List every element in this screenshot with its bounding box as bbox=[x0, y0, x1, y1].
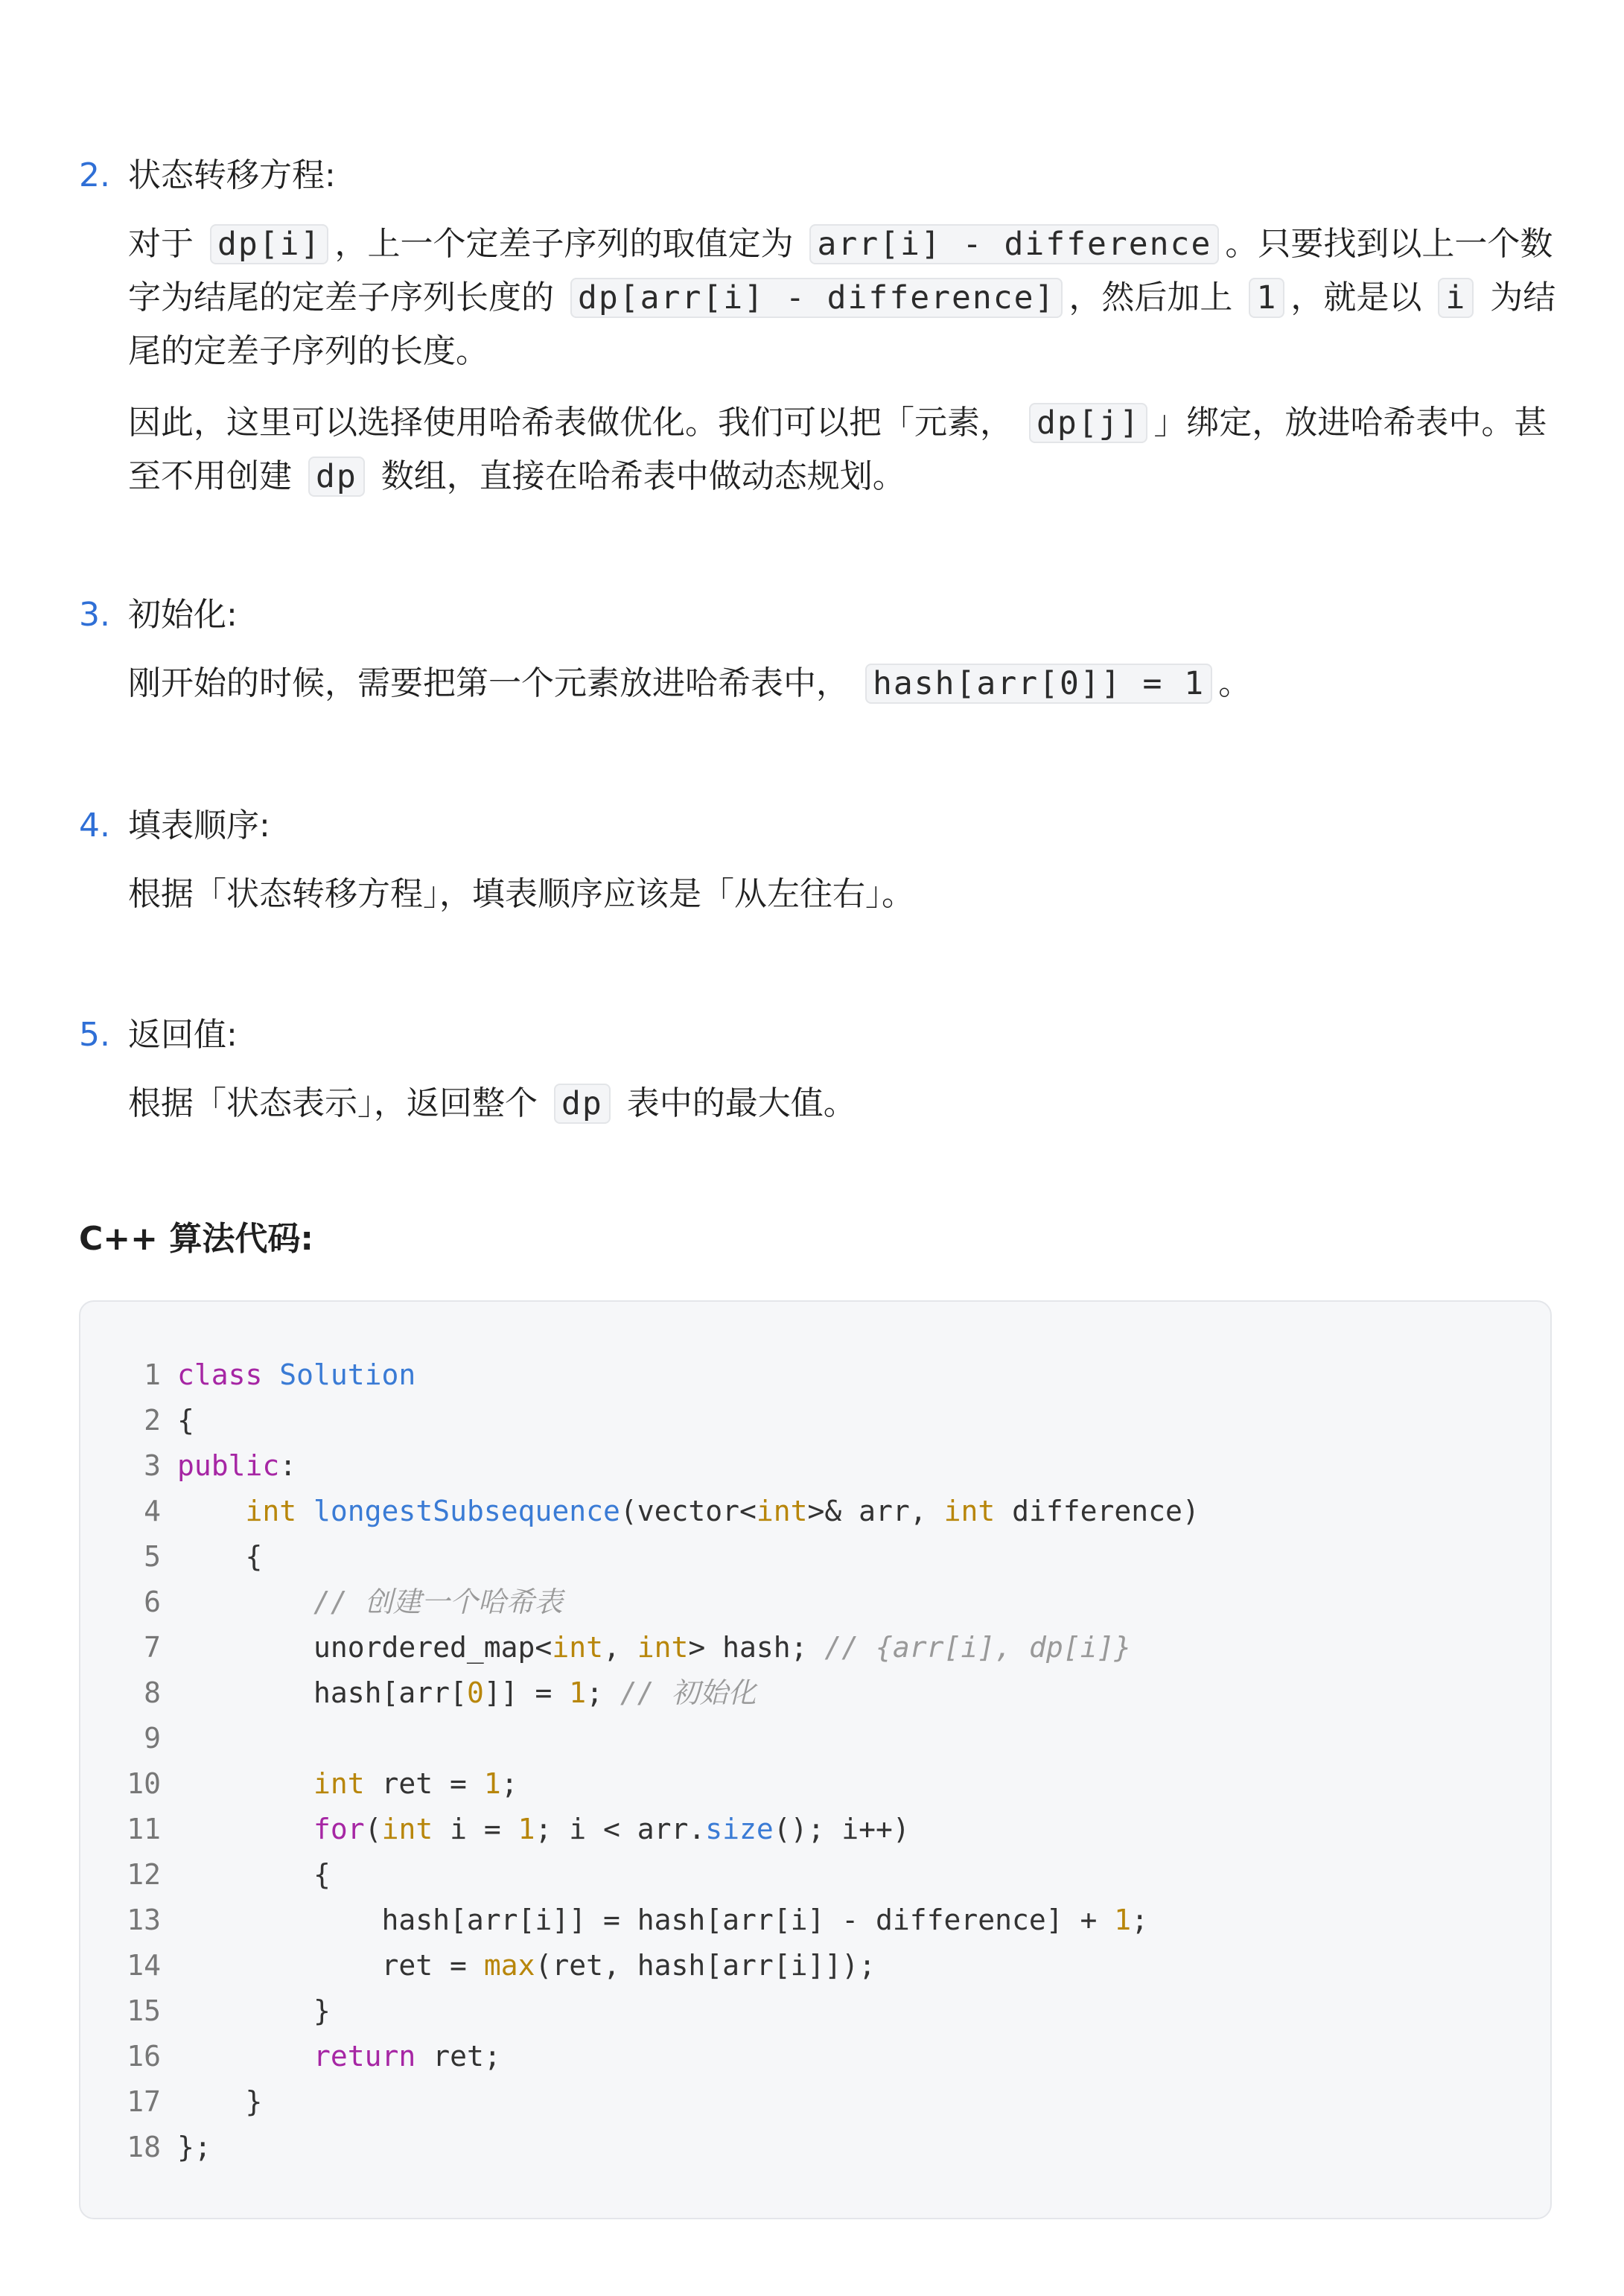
code-token: longestSubsequence bbox=[313, 1495, 620, 1527]
code-token: 1 bbox=[1114, 1904, 1132, 1936]
code-token bbox=[177, 1586, 313, 1618]
line-number: 16 bbox=[127, 2040, 161, 2073]
inline-code: dp[j] bbox=[1029, 403, 1147, 443]
code-token: ; bbox=[586, 1676, 620, 1709]
step-heading bbox=[79, 153, 1561, 198]
code-token: 1 bbox=[518, 1813, 535, 1845]
step-number: 2. bbox=[79, 156, 110, 194]
step-heading bbox=[79, 593, 1561, 637]
step-paragraph bbox=[128, 657, 1561, 710]
code-token: 0 bbox=[466, 1676, 484, 1709]
code-token bbox=[177, 1813, 313, 1845]
inline-code: hash[arr[0]] = 1 bbox=[865, 664, 1212, 704]
paragraph-text: 因此，这里可以选择使用哈希表做优化。我们可以把「元素， bbox=[128, 404, 1023, 442]
code-line bbox=[80, 1988, 1550, 2034]
step-paragraph bbox=[128, 1077, 1561, 1130]
code-token: int bbox=[245, 1495, 297, 1527]
line-number: 9 bbox=[144, 1722, 161, 1755]
code-token: ( bbox=[364, 1813, 382, 1845]
line-number: 4 bbox=[144, 1495, 161, 1527]
line-number: 14 bbox=[127, 1949, 161, 1982]
code-token: difference) bbox=[995, 1495, 1200, 1527]
code-line bbox=[80, 1398, 1550, 1443]
code-token: int bbox=[552, 1631, 603, 1664]
paragraph-text: ，上一个定差子序列的取值定为 bbox=[334, 225, 804, 263]
code-line bbox=[80, 1761, 1550, 1807]
paragraph-text: 」绑定，放进哈希表中。甚至不用创建 bbox=[128, 404, 1547, 495]
code-line bbox=[80, 1534, 1550, 1580]
paragraph-text: 根据「状态表示」，返回整个 bbox=[128, 1084, 548, 1122]
code-token: 1 bbox=[483, 1767, 501, 1800]
step-heading bbox=[79, 804, 1561, 848]
code-line bbox=[80, 2034, 1550, 2079]
step-heading-text: 填表顺序: bbox=[128, 807, 270, 845]
code-token: : bbox=[279, 1449, 297, 1482]
line-number: 3 bbox=[144, 1449, 161, 1482]
code-token: hash[arr[ bbox=[177, 1676, 467, 1709]
line-number: 7 bbox=[144, 1631, 161, 1664]
code-line bbox=[80, 1716, 1550, 1761]
code-token: for bbox=[313, 1813, 365, 1845]
code-line bbox=[80, 1489, 1550, 1534]
line-number: 13 bbox=[127, 1904, 161, 1936]
code-token: // 初始化 bbox=[620, 1676, 757, 1709]
line-number: 8 bbox=[144, 1676, 161, 1709]
code-token bbox=[296, 1495, 313, 1527]
code-line bbox=[80, 2079, 1550, 2125]
line-number: 1 bbox=[144, 1358, 161, 1391]
step-return-value bbox=[79, 1013, 1561, 1130]
code-token: (vector< bbox=[620, 1495, 757, 1527]
code-token: ret; bbox=[415, 2040, 501, 2073]
line-number: 12 bbox=[127, 1858, 161, 1891]
code-line bbox=[80, 1898, 1550, 1943]
code-token: size bbox=[705, 1813, 774, 1845]
code-token: ; bbox=[500, 1767, 518, 1800]
inline-code: dp bbox=[554, 1084, 611, 1124]
code-token: { bbox=[177, 1858, 331, 1891]
step-heading bbox=[79, 1013, 1561, 1058]
code-token: // {arr[i], dp[i]} bbox=[824, 1631, 1132, 1664]
code-line bbox=[80, 1443, 1550, 1489]
line-number: 2 bbox=[144, 1404, 161, 1437]
code-token: ret = bbox=[364, 1767, 484, 1800]
code-token: (); i++) bbox=[773, 1813, 910, 1845]
step-number: 5. bbox=[79, 1016, 110, 1054]
code-token: class bbox=[177, 1358, 263, 1391]
code-token: int bbox=[756, 1495, 808, 1527]
code-token bbox=[177, 2040, 313, 2073]
code-token: int bbox=[943, 1495, 996, 1527]
code-token: // 创建一个哈希表 bbox=[313, 1586, 563, 1618]
line-number: 18 bbox=[127, 2131, 161, 2163]
code-token: ret = bbox=[177, 1949, 484, 1982]
code-token: >& arr, bbox=[807, 1495, 944, 1527]
code-token: public bbox=[177, 1449, 280, 1482]
step-heading-text: 状态转移方程: bbox=[128, 156, 336, 194]
step-heading-text: 初始化: bbox=[128, 596, 238, 634]
step-heading-text: 返回值: bbox=[128, 1016, 238, 1054]
code-token: { bbox=[177, 1540, 263, 1573]
code-token: i = bbox=[433, 1813, 518, 1845]
code-token bbox=[177, 1767, 313, 1800]
code-token: , bbox=[602, 1631, 637, 1664]
code-token: > hash; bbox=[688, 1631, 825, 1664]
inline-code: arr[i] - difference bbox=[809, 224, 1219, 264]
code-token: ; bbox=[1131, 1904, 1149, 1936]
paragraph-text: 为结尾的定差子序列的长度。 bbox=[128, 279, 1556, 370]
code-token: unordered_map< bbox=[177, 1631, 553, 1664]
inline-code: dp bbox=[308, 457, 365, 497]
paragraph-text: 。只要找到以上一个数字为结尾的定差子序列长度的 bbox=[128, 225, 1553, 317]
inline-code: i bbox=[1438, 278, 1474, 318]
code-section-title: C++ 算法代码: bbox=[79, 1220, 313, 1258]
code-line bbox=[80, 1807, 1550, 1852]
code-line bbox=[80, 1625, 1550, 1670]
code-token: (ret, hash[arr[i]]); bbox=[535, 1949, 876, 1982]
code-token: { bbox=[177, 1404, 194, 1437]
code-line bbox=[80, 1670, 1550, 1716]
code-line bbox=[80, 1352, 1550, 1398]
code-block bbox=[79, 1300, 1552, 2219]
code-token: int bbox=[637, 1631, 689, 1664]
code-token: return bbox=[313, 2040, 416, 2073]
paragraph-text: 刚开始的时候，需要把第一个元素放进哈希表中， bbox=[128, 664, 859, 702]
code-token: 1 bbox=[569, 1676, 587, 1709]
code-line bbox=[80, 2125, 1550, 2170]
inline-code: 1 bbox=[1249, 278, 1284, 318]
code-token: } bbox=[177, 2085, 263, 2118]
code-token: Solution bbox=[279, 1358, 416, 1391]
inline-code: dp[i] bbox=[210, 224, 328, 264]
code-line bbox=[80, 1943, 1550, 1988]
code-token: } bbox=[177, 1994, 331, 2027]
code-token: ]] = bbox=[483, 1676, 570, 1709]
code-line bbox=[80, 1580, 1550, 1625]
paragraph-text: ，就是以 bbox=[1290, 279, 1433, 317]
line-number: 5 bbox=[144, 1540, 161, 1573]
code-token: max bbox=[483, 1949, 535, 1982]
code-line bbox=[80, 1852, 1550, 1898]
line-number: 10 bbox=[127, 1767, 161, 1800]
step-initialization bbox=[79, 593, 1561, 710]
code-token: hash[arr[i]] = hash[arr[i] - difference] + bbox=[177, 1904, 1115, 1936]
paragraph-text: 。 bbox=[1218, 664, 1252, 702]
paragraph-text: ，然后加上 bbox=[1069, 279, 1244, 317]
line-number: 15 bbox=[127, 1994, 161, 2027]
code-token: }; bbox=[177, 2131, 211, 2163]
step-number: 4. bbox=[79, 807, 110, 845]
line-number: 6 bbox=[144, 1586, 161, 1618]
step-paragraph bbox=[128, 868, 1561, 921]
code-token: int bbox=[313, 1767, 365, 1800]
line-number: 11 bbox=[127, 1813, 161, 1845]
paragraph-text: 根据「状态转移方程」，填表顺序应该是「从左往右」。 bbox=[128, 875, 914, 913]
paragraph-text: 数组，直接在哈希表中做动态规划。 bbox=[370, 457, 905, 495]
step-fill-order bbox=[79, 804, 1561, 921]
paragraph-text: 表中的最大值。 bbox=[616, 1084, 856, 1122]
code-lines bbox=[80, 1352, 1550, 2170]
code-token: int bbox=[381, 1813, 433, 1845]
line-number: 17 bbox=[127, 2085, 161, 2118]
step-paragraph bbox=[128, 396, 1561, 503]
step-number: 3. bbox=[79, 596, 110, 634]
code-token bbox=[262, 1358, 279, 1391]
code-token: ; i < arr. bbox=[535, 1813, 706, 1845]
inline-code: dp[arr[i] - difference] bbox=[570, 278, 1063, 318]
code-token bbox=[177, 1495, 246, 1527]
paragraph-text: 对于 bbox=[128, 225, 204, 263]
step-state-transition bbox=[79, 153, 1561, 503]
step-paragraph bbox=[128, 217, 1561, 378]
